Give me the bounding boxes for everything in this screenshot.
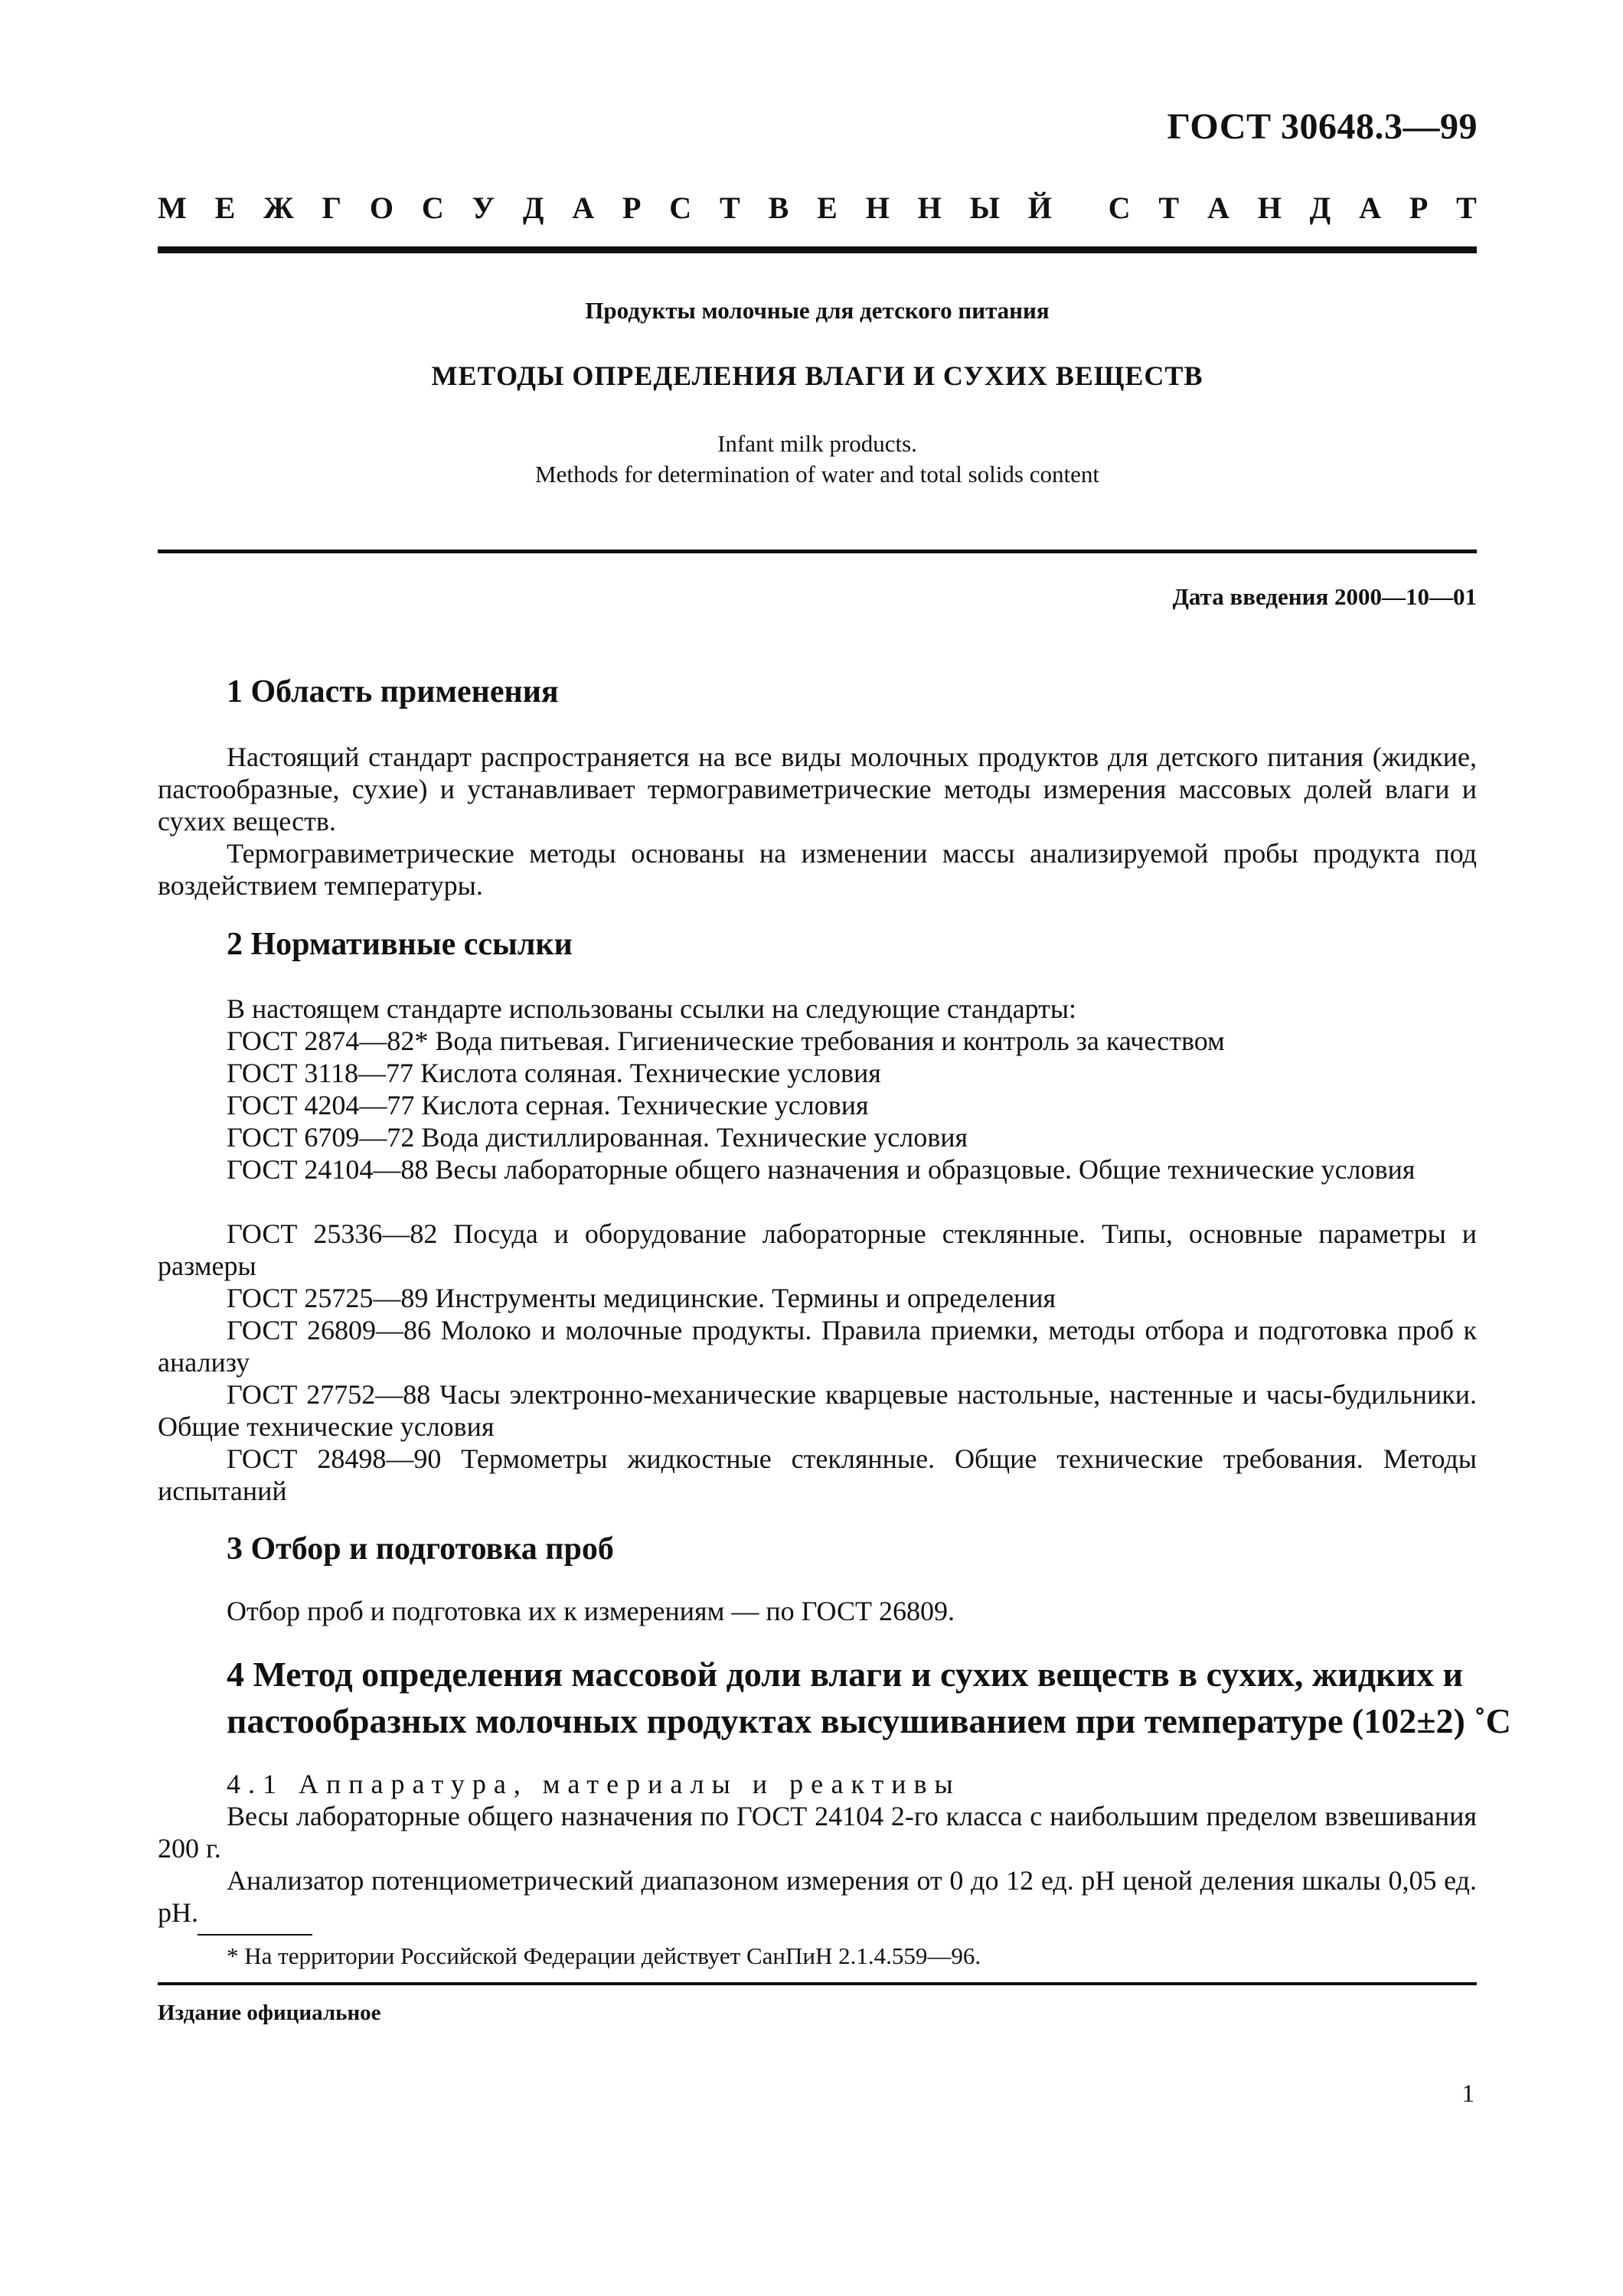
- gost-code: ГОСТ 30648.3—99: [1167, 106, 1478, 147]
- english-title-line-2: Methods for determination of water and total solids content: [535, 461, 1099, 488]
- banner-letter: С: [1108, 191, 1131, 225]
- banner-letter: Р: [622, 191, 642, 225]
- section-1-paragraph-2: Термогравиметрические методы основаны на изменении массы анализируемой пробы продукта под воздействием температуры.: [158, 838, 1477, 901]
- section-2-heading: 2 Нормативные ссылки: [227, 927, 573, 962]
- banner-letter: Г: [322, 191, 342, 225]
- section-4-paragraph-2: Анализатор потенциометрический диапазоном измерения от 0 до 12 ед. рН ценой деления шкалы 0,05 ед. рН.: [158, 1865, 1477, 1928]
- section-4-heading-line-1: 4 Метод определения массовой доли влаги и сухих веществ в сухих, жидких и: [227, 1655, 1464, 1694]
- banner-letter: Н: [865, 191, 890, 225]
- banner-letter: Н: [1257, 191, 1282, 225]
- reference-item: ГОСТ 6709—72 Вода дистиллированная. Технические условия: [227, 1122, 968, 1153]
- section-4-paragraph-1: Весы лабораторные общего назначения по ГОСТ 24104 2-го класса с наибольшим пределом взвешивания 200 г.: [158, 1801, 1477, 1864]
- banner-letter: Т: [720, 191, 740, 225]
- banner-letter: Т: [1158, 191, 1180, 225]
- subsection-4-1-heading: 4.1 Аппаратура, материалы и реактивы: [227, 1769, 961, 1799]
- official-edition-label: Издание официальное: [158, 2001, 381, 2025]
- english-title-line-1: Infant milk products.: [717, 430, 917, 457]
- section-3-heading: 3 Отбор и подготовка проб: [227, 1531, 614, 1567]
- reference-item: ГОСТ 28498—90 Термометры жидкостные стеклянные. Общие технические требования. Методы испытаний: [158, 1443, 1477, 1506]
- banner-letter: Д: [522, 191, 544, 225]
- reference-item: ГОСТ 4204—77 Кислота серная. Технические условия: [227, 1090, 869, 1120]
- banner-letter: С: [421, 191, 444, 225]
- banner-letter: Р: [1409, 191, 1429, 225]
- banner-letter: А: [1207, 191, 1229, 225]
- banner-letter: У: [472, 191, 495, 225]
- header-divider: [158, 246, 1477, 253]
- footer-divider: [158, 1982, 1477, 1985]
- section-3-paragraph: Отбор проб и подготовка их к измерениям — по ГОСТ 26809.: [227, 1596, 955, 1626]
- page-number: 1: [1461, 2080, 1474, 2108]
- introduction-date: Дата введения 2000—10—01: [1172, 583, 1477, 610]
- banner-letter: Н: [917, 191, 942, 225]
- banner-letter: О: [369, 191, 394, 225]
- banner-letter: Е: [817, 191, 838, 225]
- banner-letter: Й: [1027, 191, 1052, 225]
- banner-letter: С: [669, 191, 692, 225]
- reference-item: ГОСТ 2874—82* Вода питьевая. Гигиенические требования и контроль за качеством: [227, 1026, 1225, 1056]
- section-1-paragraph-1: Настоящий стандарт распространяется на все виды молочных продуктов для детского питания (жидкие, пастообразные, сухие) и устанавливает термогравиметрические методы измерения массовых долей влаги и сухих веществ.: [158, 742, 1477, 837]
- banner-letter: Т: [1456, 191, 1477, 225]
- footnote: * На территории Российской Федерации действует СанПиН 2.1.4.559—96.: [227, 1942, 981, 1969]
- reference-item: ГОСТ 3118—77 Кислота соляная. Технические условия: [227, 1058, 881, 1088]
- reference-item: ГОСТ 27752—88 Часы электронно-механические кварцевые настольные, настенные и часы-будильники. Общие технические условия: [158, 1379, 1477, 1442]
- banner-letter: Ы: [969, 191, 1000, 225]
- product-title: Продукты молочные для детского питания: [585, 297, 1050, 324]
- reference-item: ГОСТ 25336—82 Посуда и оборудование лабораторные стеклянные. Типы, основные параметры и размеры: [158, 1218, 1477, 1281]
- banner-letter: Е: [214, 191, 236, 225]
- banner-letter: Ж: [263, 191, 294, 225]
- reference-item: ГОСТ 26809—86 Молоко и молочные продукты. Правила приемки, методы отбора и подготовка проб к анализу: [158, 1315, 1477, 1378]
- section-2-intro: В настоящем стандарте использованы ссылки на следующие стандарты:: [227, 993, 1077, 1024]
- footnote-divider: [198, 1934, 312, 1936]
- banner-letter: М: [158, 191, 187, 225]
- section-1-heading: 1 Область применения: [227, 674, 559, 709]
- title-divider: [158, 550, 1477, 553]
- section-4-heading-line-2: пастообразных молочных продуктах высушиванием при температуре (102±2) ˚С: [227, 1701, 1511, 1740]
- banner-letter: А: [1359, 191, 1381, 225]
- reference-item: ГОСТ 24104—88 Весы лабораторные общего назначения и образцовые. Общие технические условия: [227, 1154, 1416, 1185]
- banner-letter: Д: [1309, 191, 1331, 225]
- methods-title: МЕТОДЫ ОПРЕДЕЛЕНИЯ ВЛАГИ И СУХИХ ВЕЩЕСТВ: [431, 360, 1203, 391]
- banner-letter: В: [768, 191, 789, 225]
- interstate-standard-banner: [158, 190, 1477, 226]
- reference-item: ГОСТ 25725—89 Инструменты медицинские. Термины и определения: [227, 1283, 1056, 1313]
- banner-letter: А: [572, 191, 595, 225]
